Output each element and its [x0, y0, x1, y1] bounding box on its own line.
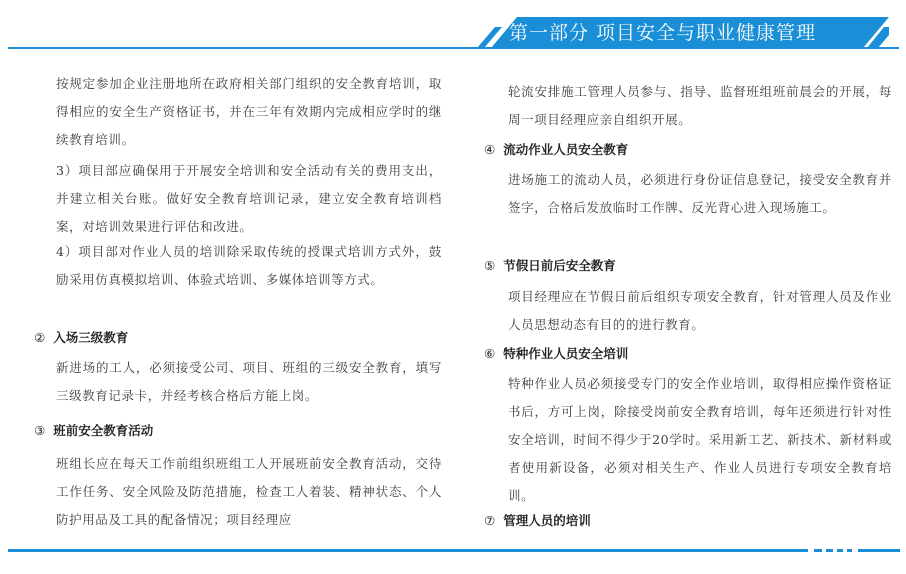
section-heading: [34, 421, 153, 441]
section-heading: [484, 511, 591, 531]
paragraph: 班组长应在每天工作前组织班组工人开展班前安全教育活动，交待工作任务、安全风险及防范措施，检查工人着装、精神状态、个人防护用品及工具的配备情况；项目经理应: [56, 456, 442, 527]
paragraph: 3）项目部应确保用于开展安全培训和安全活动有关的费用支出，并建立相关台账。做好安全教育培训记录，建立安全教育培训档案，对培训效果进行评估和改进。: [56, 163, 442, 234]
section-number: ④: [484, 142, 496, 157]
paragraph: 按规定参加企业注册地所在政府相关部门组织的安全教育培训，取得相应的安全生产资格证书，并在三年有效期内完成相应学时的继续教育培训。: [56, 76, 442, 147]
section-heading: [34, 328, 128, 348]
paragraph: 轮流安排施工管理人员参与、指导、监督班组班前晨会的开展，每周一项目经理应亲自组织开展。: [508, 84, 892, 127]
section-number: ⑤: [484, 258, 496, 273]
section-number: ⑥: [484, 346, 496, 361]
section-number: ⑦: [484, 513, 496, 528]
section-heading: [484, 344, 628, 364]
section-number: ③: [34, 423, 46, 438]
section-heading-label: 节假日前后安全教育: [503, 258, 616, 273]
section-heading: [484, 140, 628, 160]
section-heading-label: 特种作业人员安全培训: [503, 346, 629, 361]
footer-rule: [8, 549, 808, 552]
paragraph: 新进场的工人，必须接受公司、项目、班组的三级安全教育，填写三级教育记录卡，并经考核合格后方能上岗。: [56, 360, 442, 403]
section-heading-label: 管理人员的培训: [503, 513, 591, 528]
section-heading-label: 流动作业人员安全教育: [503, 142, 629, 157]
section-number: ②: [34, 330, 46, 345]
section-heading: [484, 256, 616, 276]
footer-rule-end: [858, 549, 900, 552]
paragraph: 进场施工的流动人员，必须进行身份证信息登记，接受安全教育并签字，合格后发放临时工作牌、反光背心进入现场施工。: [508, 172, 892, 215]
paragraph: 项目经理应在节假日前后组织专项安全教育，针对管理人员及作业人员思想动态有目的的进行教育。: [508, 289, 892, 332]
paragraph: 特种作业人员必须接受专门的安全作业培训，取得相应操作资格证书后，方可上岗，除接受岗前安全教育培训，每年还须进行针对性安全培训，时间不得少于20学时。采用新工艺、新技术、新材料或者使用新设备，必须对相关生产、作业人员进行专项安全教育培训。: [508, 376, 892, 503]
section-heading-label: 班前安全教育活动: [53, 423, 154, 438]
page-section-title: 第一部分 项目安全与职业健康管理: [509, 22, 817, 44]
section-heading-label: 入场三级教育: [53, 330, 129, 345]
paragraph: 4）项目部对作业人员的培训除采取传统的授课式培训方式外，鼓励采用仿真模拟培训、体验式培训、多媒体培训等方式。: [56, 244, 442, 287]
